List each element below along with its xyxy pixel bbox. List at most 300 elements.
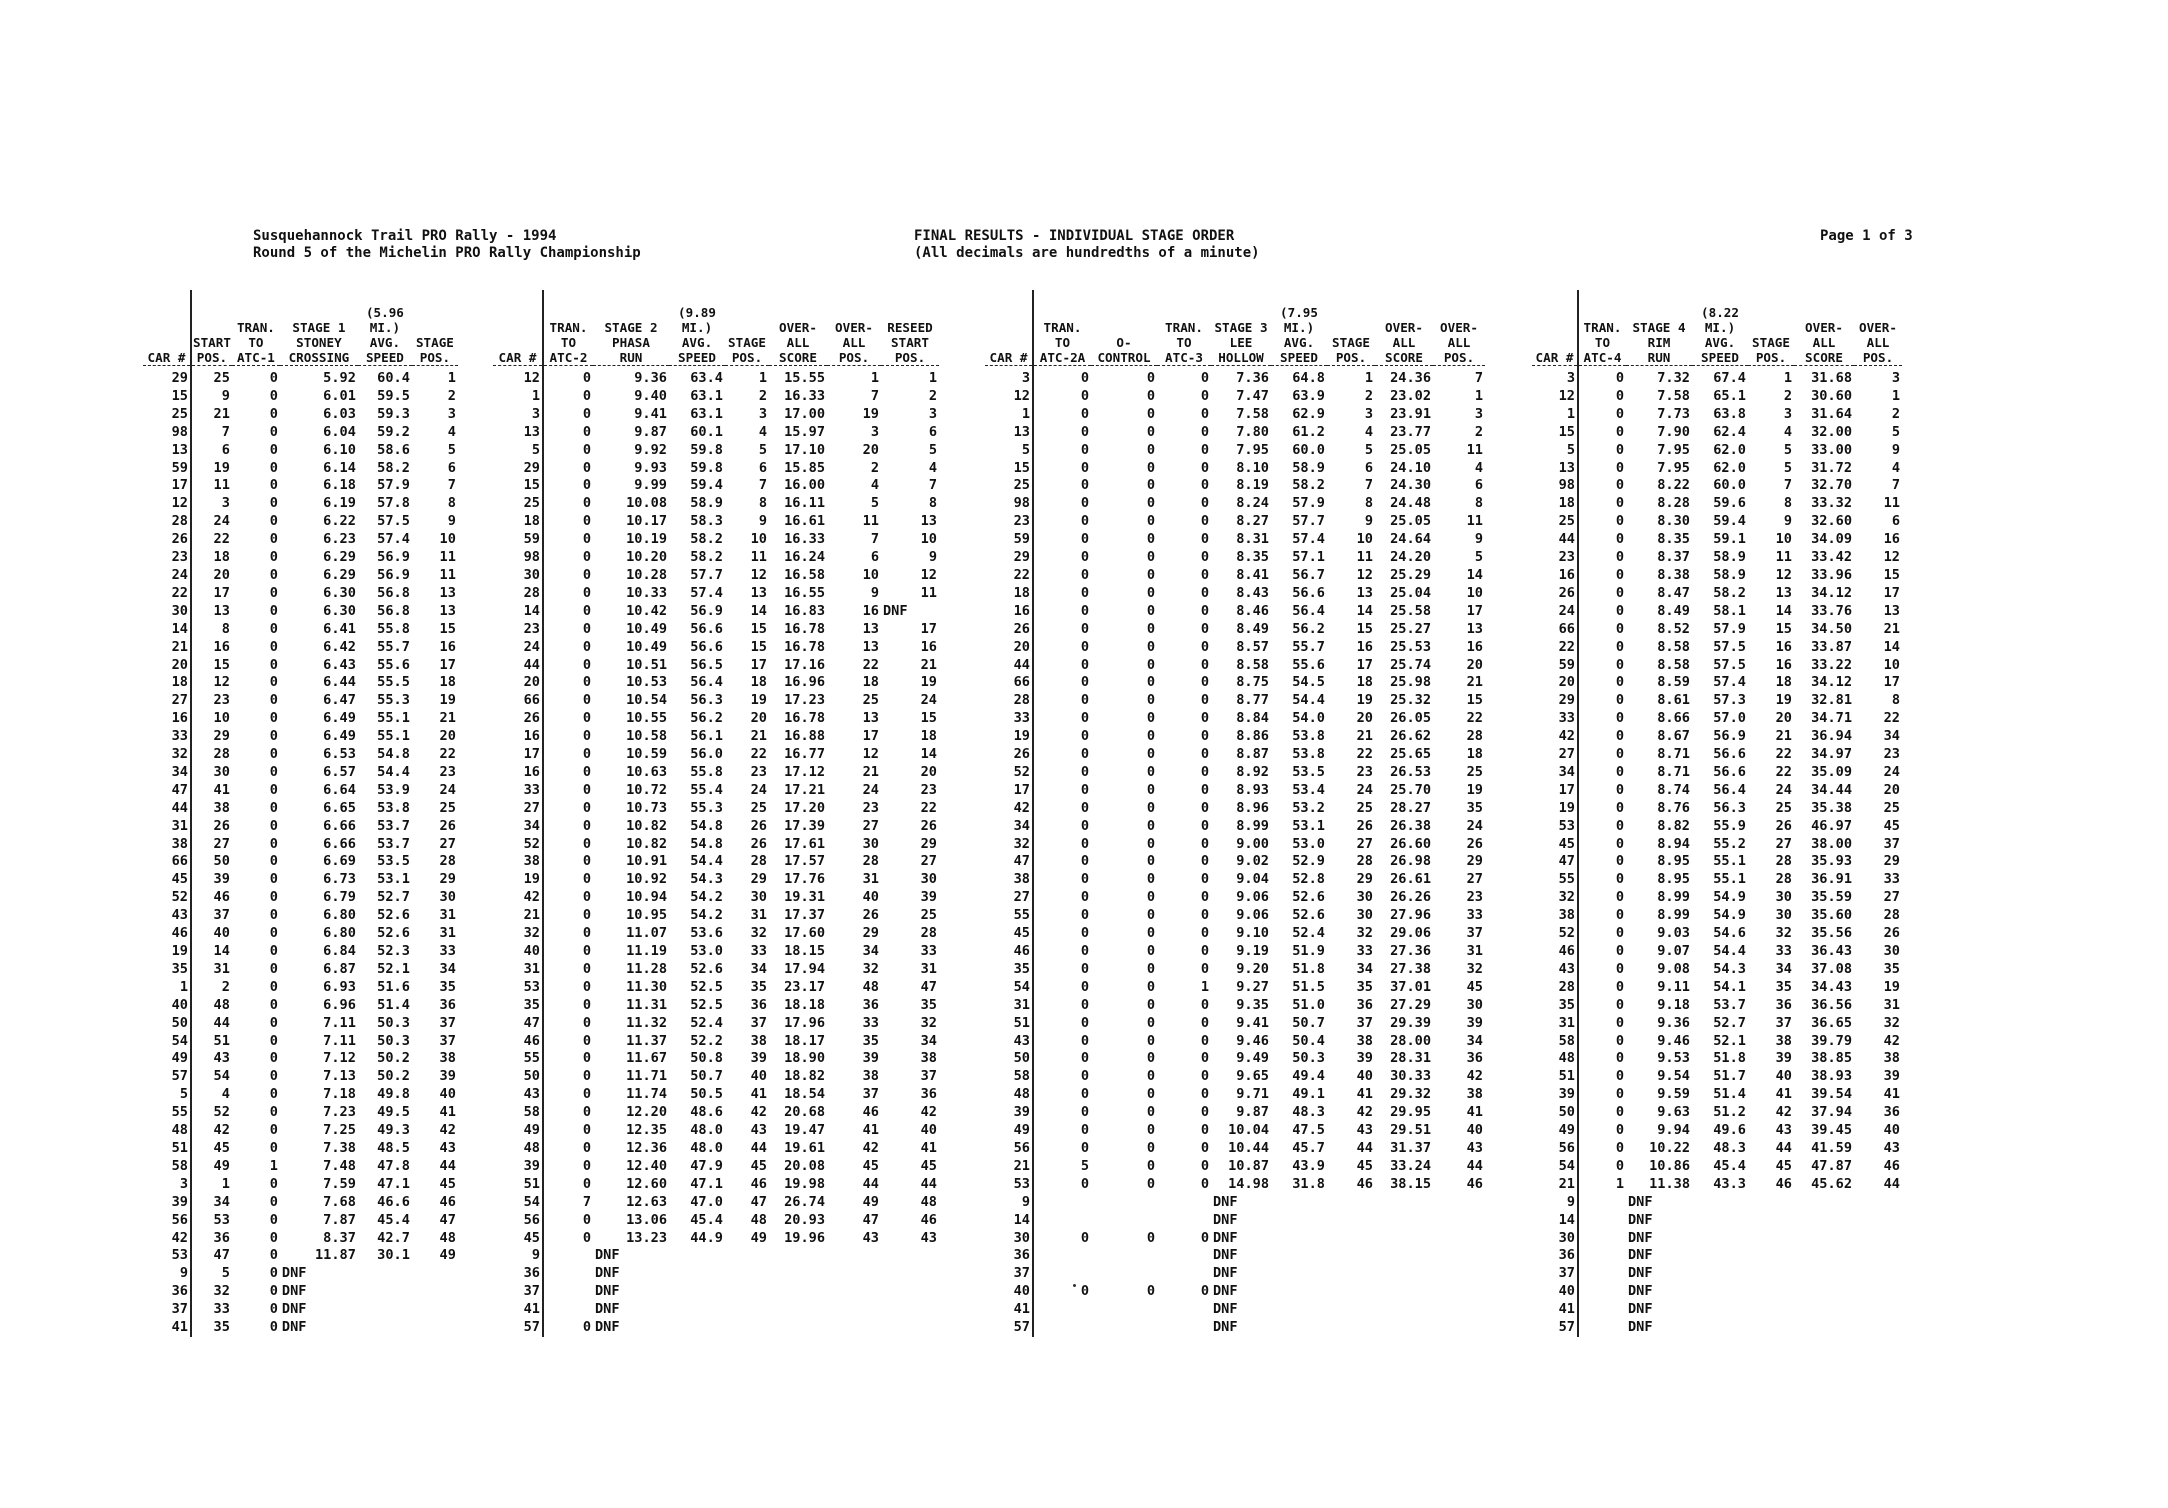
table-cell: 56 bbox=[523, 1211, 540, 1228]
table-cell: 7 bbox=[447, 477, 456, 494]
table-cell: 4 bbox=[870, 477, 879, 494]
table-cell: 32 bbox=[1883, 1014, 1900, 1031]
table-cell: 34 bbox=[439, 960, 456, 977]
table-cell: 23 bbox=[1558, 549, 1575, 566]
table-cell: 5 bbox=[1474, 549, 1483, 566]
table-cell: 12 bbox=[862, 746, 879, 763]
table-cell: 32 bbox=[862, 960, 879, 977]
table-cell: 48 bbox=[862, 978, 879, 995]
table-cell: 27 bbox=[920, 853, 937, 870]
table-cell: 20 bbox=[862, 441, 879, 458]
table-cell bbox=[1854, 1194, 1902, 1212]
table-cell bbox=[1692, 1301, 1748, 1319]
table-cell: 30 bbox=[171, 602, 188, 619]
column-header: CAR # bbox=[985, 290, 1033, 366]
table-cell: 0 bbox=[543, 746, 593, 764]
table-cell: 15 bbox=[171, 387, 188, 404]
table-cell: 3 bbox=[1566, 370, 1575, 386]
table-row bbox=[985, 674, 1485, 692]
results-table bbox=[1532, 290, 1902, 1337]
table-row bbox=[493, 388, 939, 406]
table-cell: 30 bbox=[1356, 907, 1373, 924]
table-cell: 0 bbox=[543, 603, 593, 621]
table-row bbox=[1532, 1140, 1902, 1158]
table-cell: 40 bbox=[750, 1068, 767, 1085]
table-cell: 9 bbox=[870, 584, 879, 601]
table-cell: 0 bbox=[543, 1176, 593, 1194]
table-cell: 16 bbox=[523, 763, 540, 780]
table-cell: 0 bbox=[1146, 746, 1155, 763]
table-cell: 37 bbox=[920, 1068, 937, 1085]
table-cell: DNF bbox=[1628, 1265, 1653, 1282]
table-cell: 51.7 bbox=[1713, 1068, 1746, 1085]
table-row bbox=[493, 710, 939, 728]
table-cell: 14 bbox=[920, 746, 937, 763]
table-cell: 0 bbox=[1578, 1140, 1626, 1158]
table-cell: 38 bbox=[1775, 1032, 1792, 1049]
table-cell: 5 bbox=[531, 441, 540, 458]
table-cell: 7.58 bbox=[1236, 405, 1269, 422]
event-name: Susquehannock Trail PRO Rally - 1994 bbox=[253, 228, 557, 244]
table-cell bbox=[1794, 1212, 1854, 1230]
table-cell: 38.00 bbox=[1811, 835, 1852, 852]
table-cell: 20 bbox=[1775, 710, 1792, 727]
table-cell: 25 bbox=[1466, 763, 1483, 780]
table-cell: 15 bbox=[1013, 459, 1030, 476]
table-cell: 29 bbox=[1356, 871, 1373, 888]
table-cell: 0 bbox=[1146, 638, 1155, 655]
table-cell: 16 bbox=[1883, 531, 1900, 548]
table-cell: 0 bbox=[1033, 513, 1091, 531]
table-cell: 46 bbox=[1013, 943, 1030, 959]
table-cell: 13 bbox=[750, 584, 767, 601]
table-cell: 9 bbox=[1783, 513, 1792, 530]
table-cell: 35.60 bbox=[1811, 907, 1852, 924]
table-cell: 0 bbox=[269, 817, 278, 834]
table-row bbox=[985, 889, 1485, 907]
table-cell: 57.9 bbox=[1713, 620, 1746, 637]
table-row bbox=[1532, 639, 1902, 657]
table-cell bbox=[1578, 1230, 1626, 1248]
table-cell: 32 bbox=[1558, 889, 1575, 906]
table-cell: 26.53 bbox=[1390, 763, 1431, 780]
table-row bbox=[1532, 424, 1902, 442]
table-cell: 18.15 bbox=[784, 943, 825, 959]
table-cell: 17.76 bbox=[784, 871, 825, 888]
table-cell: 22 bbox=[1558, 638, 1575, 655]
table-cell: 0 bbox=[1578, 1086, 1626, 1104]
table-cell: 56.9 bbox=[690, 602, 723, 619]
table-cell: 21 bbox=[920, 656, 937, 673]
table-cell: 30 bbox=[191, 764, 232, 782]
table-cell: 9.36 bbox=[1657, 1014, 1690, 1031]
table-row bbox=[1532, 1265, 1902, 1283]
table-cell: 0 bbox=[1578, 1050, 1626, 1068]
table-cell: 52.6 bbox=[377, 925, 410, 942]
table-cell: 54.0 bbox=[1292, 710, 1325, 727]
table-cell: 9.10 bbox=[1236, 925, 1269, 942]
table-row bbox=[1532, 442, 1902, 460]
table-cell: 33 bbox=[1466, 907, 1483, 924]
table-cell bbox=[669, 1247, 725, 1265]
table-cell: 0 bbox=[1146, 817, 1155, 834]
table-cell: 36 bbox=[1466, 1050, 1483, 1067]
table-cell: 10 bbox=[920, 531, 937, 548]
table-cell: 0 bbox=[543, 1230, 593, 1248]
table-cell: 0 bbox=[1200, 763, 1209, 780]
table-cell: 19.31 bbox=[784, 889, 825, 906]
table-cell: 12.20 bbox=[626, 1104, 667, 1121]
table-cell: 17.61 bbox=[784, 835, 825, 852]
column-header: STAGE 3 LEE HOLLOW bbox=[1211, 290, 1271, 366]
table-row bbox=[493, 692, 939, 710]
table-cell: 0 bbox=[1578, 424, 1626, 442]
table-cell: 0 bbox=[1578, 567, 1626, 585]
table-row bbox=[1532, 1283, 1902, 1301]
table-cell: 20 bbox=[1558, 674, 1575, 691]
table-cell: 0 bbox=[1200, 746, 1209, 763]
table-cell: 31 bbox=[1466, 943, 1483, 959]
table-cell: 59.1 bbox=[1713, 531, 1746, 548]
table-cell: 0 bbox=[543, 1015, 593, 1033]
table-cell: 8.84 bbox=[1236, 710, 1269, 727]
table-row bbox=[143, 836, 458, 854]
table-cell: 33 bbox=[1356, 943, 1373, 959]
table-cell: 26.74 bbox=[784, 1193, 825, 1210]
table-cell: 0 bbox=[543, 692, 593, 710]
table-cell: 0 bbox=[1033, 370, 1091, 388]
table-row bbox=[1532, 871, 1902, 889]
table-cell: 52.6 bbox=[377, 907, 410, 924]
table-cell: 0 bbox=[1033, 1015, 1091, 1033]
table-cell: 47 bbox=[1558, 853, 1575, 870]
table-row bbox=[493, 889, 939, 907]
table-cell: 0 bbox=[1146, 996, 1155, 1013]
table-cell: 59.2 bbox=[377, 423, 410, 440]
table-cell: 0 bbox=[1146, 1032, 1155, 1049]
table-cell: 29 bbox=[1013, 549, 1030, 566]
table-cell bbox=[1157, 1247, 1211, 1265]
table-cell: 37 bbox=[439, 1032, 456, 1049]
table-cell: 0 bbox=[269, 620, 278, 637]
table-cell: 9.41 bbox=[634, 405, 667, 422]
table-cell: 59.8 bbox=[690, 459, 723, 476]
table-cell: 52.5 bbox=[690, 978, 723, 995]
table-cell bbox=[1157, 1212, 1211, 1230]
table-cell: 33.96 bbox=[1811, 566, 1852, 583]
table-cell: 16 bbox=[1466, 638, 1483, 655]
table-cell: 24 bbox=[1356, 781, 1373, 798]
table-cell bbox=[1794, 1265, 1854, 1283]
table-row bbox=[493, 567, 939, 585]
table-cell: 0 bbox=[1146, 710, 1155, 727]
table-cell: 48 bbox=[1013, 1086, 1030, 1103]
table-cell: 20 bbox=[1883, 781, 1900, 798]
table-cell bbox=[1433, 1283, 1485, 1301]
table-cell bbox=[1327, 1265, 1375, 1283]
table-cell: 19.47 bbox=[784, 1122, 825, 1139]
table-cell: 51.6 bbox=[377, 978, 410, 995]
table-cell: 0 bbox=[543, 567, 593, 585]
table-row bbox=[143, 1122, 458, 1140]
table-cell: 54.1 bbox=[1713, 978, 1746, 995]
table-cell: 9.36 bbox=[634, 370, 667, 386]
page-number: Page 1 of 3 bbox=[1820, 228, 1913, 244]
table-cell: 38 bbox=[191, 800, 232, 818]
table-cell bbox=[412, 1283, 458, 1301]
table-cell: 0 bbox=[269, 405, 278, 422]
table-cell: 54.2 bbox=[690, 907, 723, 924]
table-cell: 2 bbox=[870, 459, 879, 476]
table-cell: 0 bbox=[1578, 406, 1626, 424]
table-cell: 10.20 bbox=[626, 549, 667, 566]
table-cell: 41 bbox=[171, 1319, 188, 1336]
table-cell: 49.1 bbox=[1292, 1086, 1325, 1103]
table-cell: 55.4 bbox=[690, 781, 723, 798]
table-cell: 0 bbox=[1033, 889, 1091, 907]
table-cell: 18.90 bbox=[784, 1050, 825, 1067]
table-row bbox=[985, 370, 1485, 388]
table-cell: 17 bbox=[1883, 584, 1900, 601]
table-row bbox=[1532, 1212, 1902, 1230]
table-cell bbox=[1578, 1194, 1626, 1212]
table-cell bbox=[1794, 1283, 1854, 1301]
table-cell: 40 bbox=[920, 1122, 937, 1139]
table-cell: 0 bbox=[543, 728, 593, 746]
table-cell: 17 bbox=[171, 477, 188, 494]
table-cell: 24.30 bbox=[1390, 477, 1431, 494]
table-cell: 45 bbox=[191, 1140, 232, 1158]
table-cell: 0 bbox=[1033, 603, 1091, 621]
table-cell: 14 bbox=[1013, 1211, 1030, 1228]
table-cell: 56 bbox=[1013, 1139, 1030, 1156]
table-row bbox=[1532, 370, 1902, 388]
table-cell: 56.8 bbox=[377, 584, 410, 601]
table-cell: 1 bbox=[928, 370, 937, 386]
table-cell: 26.98 bbox=[1390, 853, 1431, 870]
table-cell: 50.3 bbox=[377, 1032, 410, 1049]
table-cell: 17 bbox=[1883, 674, 1900, 691]
table-cell: 28 bbox=[1466, 728, 1483, 745]
table-cell: 56.8 bbox=[377, 602, 410, 619]
table-cell: 0 bbox=[1146, 423, 1155, 440]
table-cell: 57.0 bbox=[1713, 710, 1746, 727]
table-cell: 53 bbox=[1013, 1175, 1030, 1192]
table-cell: 6.73 bbox=[323, 871, 356, 888]
table-cell: 58.9 bbox=[1292, 459, 1325, 476]
table-row bbox=[143, 1158, 458, 1176]
table-cell: 8.49 bbox=[1236, 620, 1269, 637]
table-cell: 34.97 bbox=[1811, 746, 1852, 763]
table-cell: 28 bbox=[920, 925, 937, 942]
table-cell: 49 bbox=[1558, 1122, 1575, 1139]
table-cell: 7.12 bbox=[323, 1050, 356, 1067]
table-cell: 0 bbox=[269, 1265, 278, 1282]
table-cell: 8.35 bbox=[1657, 531, 1690, 548]
table-cell: 46 bbox=[750, 1175, 767, 1192]
table-cell: 67.4 bbox=[1713, 370, 1746, 386]
table-cell: 8.19 bbox=[1236, 477, 1269, 494]
table-cell bbox=[1271, 1230, 1327, 1248]
table-cell: 8 bbox=[191, 621, 232, 639]
table-row bbox=[1532, 1015, 1902, 1033]
table-row bbox=[493, 728, 939, 746]
table-cell: 31.64 bbox=[1811, 405, 1852, 422]
table-cell: 6.23 bbox=[323, 531, 356, 548]
table-cell bbox=[1091, 1247, 1157, 1265]
table-row bbox=[985, 460, 1485, 478]
table-cell: 53.5 bbox=[1292, 763, 1325, 780]
table-cell: 8.24 bbox=[1236, 495, 1269, 512]
table-cell: 23.91 bbox=[1390, 405, 1431, 422]
table-row bbox=[985, 442, 1485, 460]
table-cell: 0 bbox=[1200, 549, 1209, 566]
table-cell: 0 bbox=[269, 584, 278, 601]
table-cell: 47.1 bbox=[690, 1175, 723, 1192]
table-cell: DNF bbox=[1213, 1283, 1238, 1300]
table-cell: 0 bbox=[1033, 531, 1091, 549]
table-cell: DNF bbox=[1213, 1211, 1238, 1228]
table-cell: 17 bbox=[920, 620, 937, 637]
table-cell: 50.7 bbox=[1292, 1014, 1325, 1031]
table-cell: 45.4 bbox=[1713, 1157, 1746, 1174]
table-cell: 0 bbox=[1200, 1229, 1209, 1246]
table-cell: 37 bbox=[1883, 835, 1900, 852]
table-cell: 45 bbox=[1013, 925, 1030, 942]
table-cell: 28 bbox=[1356, 853, 1373, 870]
table-cell: 12 bbox=[920, 566, 937, 583]
table-cell: 54.2 bbox=[690, 889, 723, 906]
table-cell: 5.92 bbox=[323, 370, 356, 386]
table-row bbox=[493, 603, 939, 621]
table-cell: 55.1 bbox=[1713, 853, 1746, 870]
table-cell: 49.4 bbox=[1292, 1068, 1325, 1085]
table-cell: 23 bbox=[191, 692, 232, 710]
table-cell: 8 bbox=[1783, 495, 1792, 512]
table-cell: 4 bbox=[758, 423, 767, 440]
table-cell: 38 bbox=[171, 835, 188, 852]
table-cell: 0 bbox=[269, 1301, 278, 1318]
table-cell: 9.54 bbox=[1657, 1068, 1690, 1085]
table-cell: 53.7 bbox=[1713, 996, 1746, 1013]
table-cell: 0 bbox=[1200, 871, 1209, 888]
table-cell bbox=[1692, 1194, 1748, 1212]
table-cell: 0 bbox=[1146, 763, 1155, 780]
table-cell: 49.8 bbox=[377, 1086, 410, 1103]
table-row bbox=[985, 710, 1485, 728]
table-cell: 26 bbox=[750, 835, 767, 852]
table-cell: 44 bbox=[920, 1175, 937, 1192]
table-cell: 7.95 bbox=[1657, 441, 1690, 458]
table-cell: 18 bbox=[750, 674, 767, 691]
table-cell bbox=[1854, 1283, 1902, 1301]
table-cell: 0 bbox=[1578, 710, 1626, 728]
table-cell: 29.32 bbox=[1390, 1086, 1431, 1103]
table-row bbox=[493, 639, 939, 657]
table-cell: DNF bbox=[281, 1283, 307, 1300]
table-cell: 41 bbox=[1466, 1104, 1483, 1121]
table-row bbox=[1532, 1086, 1902, 1104]
table-cell: 30 bbox=[439, 889, 456, 906]
table-row bbox=[1532, 567, 1902, 585]
table-cell: 17.16 bbox=[784, 656, 825, 673]
table-cell: 48 bbox=[171, 1122, 188, 1139]
table-cell: 0 bbox=[1200, 692, 1209, 709]
table-cell: 0 bbox=[1033, 961, 1091, 979]
table-cell: 35 bbox=[1775, 978, 1792, 995]
table-cell: 52.8 bbox=[1292, 871, 1325, 888]
table-cell: 8.94 bbox=[1657, 835, 1690, 852]
table-cell: 9.63 bbox=[1657, 1104, 1690, 1121]
table-cell: 0 bbox=[543, 531, 593, 549]
table-cell: 48.3 bbox=[1713, 1139, 1746, 1156]
table-cell bbox=[881, 1319, 939, 1337]
table-cell: 45 bbox=[1466, 978, 1483, 995]
table-cell bbox=[769, 1283, 827, 1301]
table-cell: 8 bbox=[1891, 692, 1900, 709]
table-cell: 0 bbox=[1200, 638, 1209, 655]
table-cell: 49.5 bbox=[377, 1104, 410, 1121]
table-cell: 0 bbox=[543, 800, 593, 818]
table-cell: 8.37 bbox=[323, 1229, 356, 1246]
table-cell: 0 bbox=[1578, 907, 1626, 925]
table-cell: 26.62 bbox=[1390, 728, 1431, 745]
table-cell: 0 bbox=[543, 442, 593, 460]
table-cell: 18 bbox=[523, 513, 540, 530]
table-cell: 33 bbox=[439, 943, 456, 959]
table-cell bbox=[1692, 1247, 1748, 1265]
table-row bbox=[1532, 1194, 1902, 1212]
table-cell: 16.55 bbox=[784, 584, 825, 601]
table-cell: 0 bbox=[1033, 567, 1091, 585]
table-cell: 10.22 bbox=[1649, 1139, 1690, 1156]
column-header: OVER- ALL SCORE bbox=[769, 290, 827, 366]
table-cell: 40 bbox=[523, 943, 540, 959]
table-cell: 53.4 bbox=[1292, 781, 1325, 798]
table-row bbox=[1532, 1104, 1902, 1122]
table-cell: 53.0 bbox=[1292, 835, 1325, 852]
table-cell bbox=[1157, 1265, 1211, 1283]
table-cell: 19.98 bbox=[784, 1175, 825, 1192]
table-row bbox=[985, 531, 1485, 549]
table-row bbox=[985, 1122, 1485, 1140]
table-cell: 0 bbox=[269, 710, 278, 727]
table-row bbox=[143, 1212, 458, 1230]
table-cell: 19 bbox=[171, 943, 188, 959]
table-row bbox=[1532, 943, 1902, 961]
table-cell: 58.9 bbox=[1713, 566, 1746, 583]
table-cell: 10.49 bbox=[626, 620, 667, 637]
table-cell bbox=[1748, 1319, 1794, 1337]
table-cell: 9.94 bbox=[1657, 1122, 1690, 1139]
table-cell: 54.3 bbox=[1713, 960, 1746, 977]
table-cell: 24 bbox=[171, 566, 188, 583]
table-cell: 6.10 bbox=[323, 441, 356, 458]
table-cell: 28 bbox=[1775, 853, 1792, 870]
table-cell: 11.31 bbox=[626, 996, 667, 1013]
table-cell: 0 bbox=[269, 960, 278, 977]
table-cell bbox=[725, 1247, 769, 1265]
table-cell: 64.8 bbox=[1292, 370, 1325, 386]
table-cell: 59.5 bbox=[377, 387, 410, 404]
table-cell bbox=[669, 1283, 725, 1301]
table-cell: 47.5 bbox=[1292, 1122, 1325, 1139]
table-cell: 0 bbox=[1146, 692, 1155, 709]
column-header: TRAN. TO ATC-4 bbox=[1578, 290, 1626, 366]
table-row bbox=[143, 728, 458, 746]
table-cell: 26 bbox=[1356, 817, 1373, 834]
table-cell: 23.02 bbox=[1390, 387, 1431, 404]
